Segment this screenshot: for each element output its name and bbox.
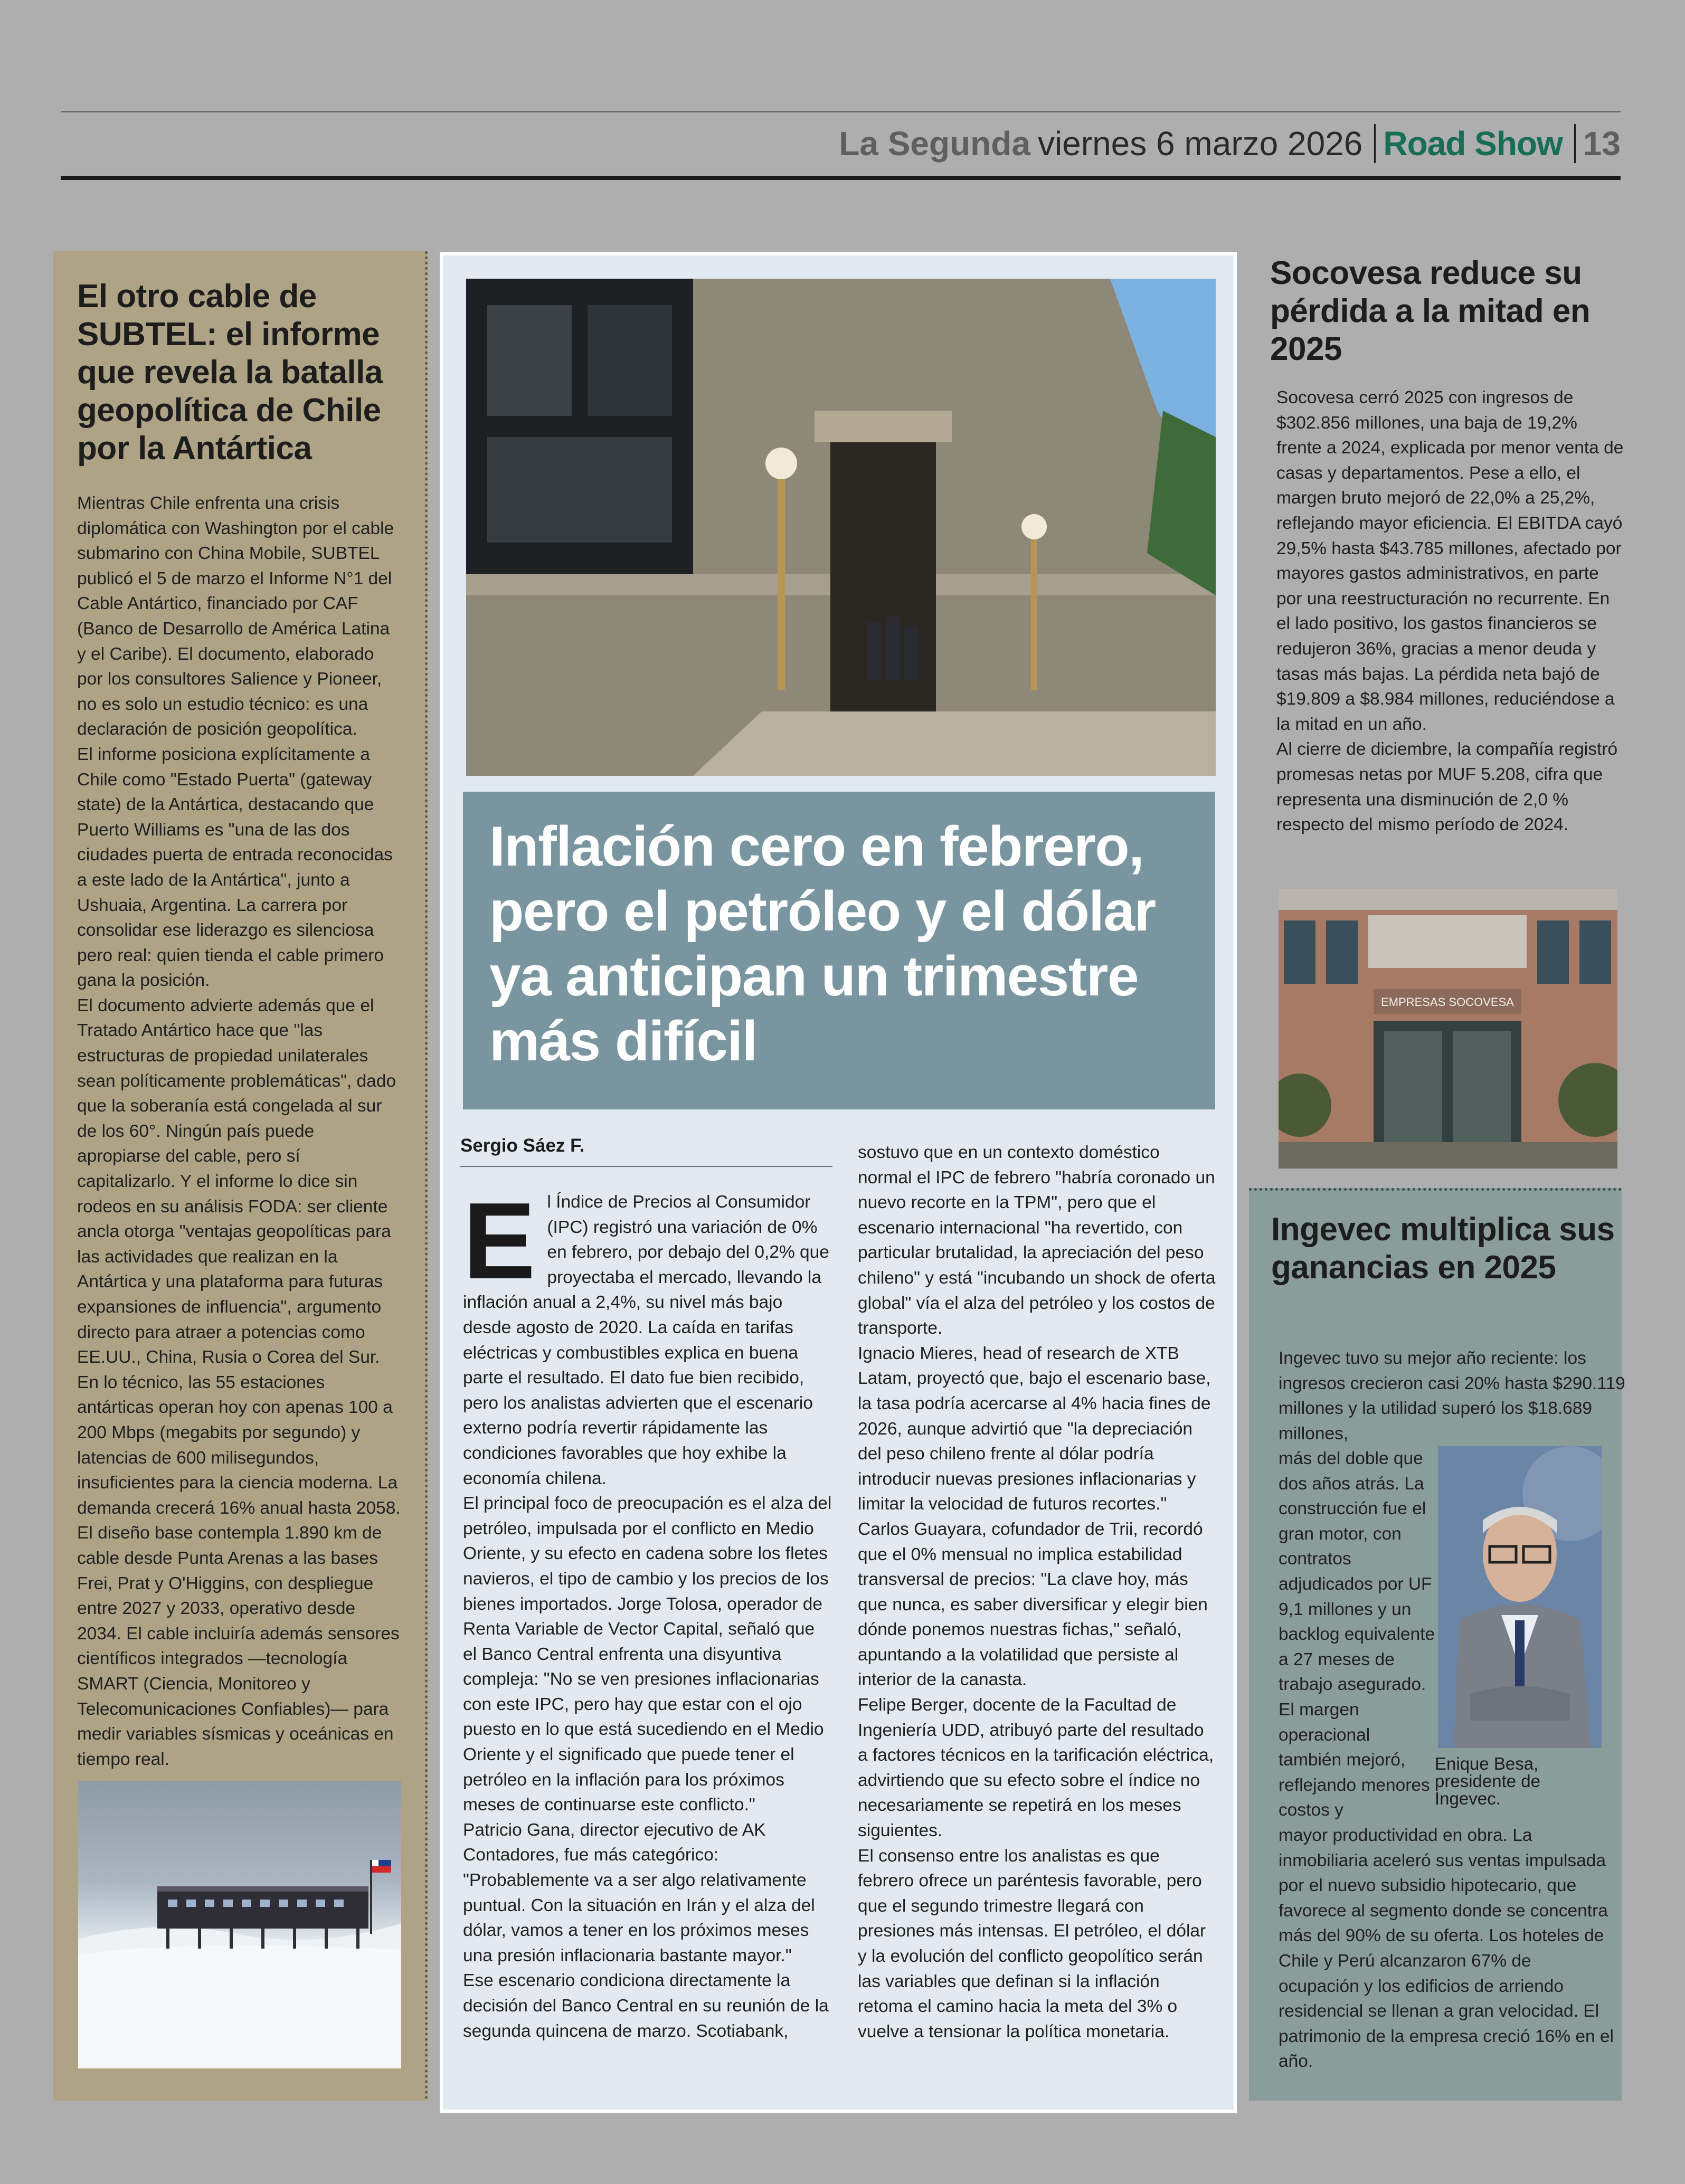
paragraph: Socovesa cerró 2025 con ingresos de $302.856 millones, una baja de 19,2% frente a 2024, explicada por menor venta de casas y departamentos. Pese a ello, el margen bruto mejoró de 22,0% a 25,2%, reflejando mayor eficiencia. El EBITDA cayó 29,5% hasta $43.785 millones, afectado por mayores gastos administrativos, en parte por una reestructuración no recurrente. En el lado positivo, los gastos financieros se redujeron 36%, gracias a menor deuda y tasas más bajas. La pérdida neta bajó de $19.809 a $8.984 millones, reduciéndose a la mitad en un año. <box>1276 388 1624 734</box>
photo-caption: Enique Besa, presidente de Ingevec. <box>1435 1754 1540 1808</box>
article-column-2 <box>858 1140 1217 2044</box>
socovesa-body <box>1276 385 1625 838</box>
main-headline: Inflación cero en febrero, pero el petróleo y el dólar ya anticipan un trimestre más difícil <box>489 814 1156 1072</box>
drop-cap: E <box>463 1180 536 1302</box>
socovesa-building-illustration <box>1279 889 1617 1169</box>
ingevec-body-wrap: más del doble que dos años atrás. La construcción fue el gran motor, con contratos adjudicados por UF 9,1 millones y un backlog equivalente a 27 meses de trabajo asegurado. El margen operacional también mejoró, reflejando menores costos y <box>1279 1449 1435 1820</box>
paragraph: Felipe Berger, docente de la Facultad de Ingeniería UDD, atribuyó parte del resultado a factores técnicos en la tarificación eléctrica, advirtiendo que su efecto sobre el índice no necesariamente se repetirá en los meses siguientes. <box>858 1695 1214 1841</box>
title-light: Socovesa reduce su pérdida <box>1270 255 1582 329</box>
antarctic-base-illustration <box>78 1781 401 2068</box>
title-bold: sus ganancias en 2025 <box>1271 1211 1615 1286</box>
building-sign-text: EMPRESAS SOCOVESA <box>1381 995 1514 1009</box>
page-header <box>61 112 1621 175</box>
paragraph: El principal foco de preocupación es el alza del petróleo, impulsada por el conflicto en Medio Oriente, y su efecto en cadena sobre los fletes navieros, el tipo de cambio y los precios de los bienes importados. Jorge Tolosa, operador de Renta Variable de Vector Capital, señaló que el Banco Central enfrenta una disyuntiva compleja: "No se ven presiones inflacionarias con este IPC, pero hay que estar con el ojo puesto en lo que está sucediendo en el Medio Oriente y el significado que puede tener el petróleo en la inflación para los próximos meses de continuarse este conflicto." <box>463 1494 832 1815</box>
paragraph: En lo técnico, las 55 estaciones antárticas operan hoy con apenas 100 a 200 Mbps (megabits por segundo) y latencias de 600 milisegundos, insuficientes para la ciencia moderna. La demanda crecerá 16% anual hasta 2058. El diseño base contempla 1.890 km de cable desde Punta Arenas a las bases Frei, Prat y O'Higgins, con despliegue entre 2027 y 2033, operativo desde 2034. El cable incluiría además sensores científicos integrados —tecnología SMART (Ciencia, Monitoreo y Telecomunicaciones Confiables)— para medir variables sísmicas y oceánicas en tiempo real. <box>77 1372 401 1769</box>
paragraph: El consenso entre los analistas es que febrero ofrece un paréntesis favorable, pero que el segundo trimestre llegará con presiones más intensas. El petróleo, el dólar y la evolución del conflicto geopolítico serán las variables que definan si la inflación retoma el camino hacia la meta del 3% o vuelve a tensionar la política monetaria. <box>858 1846 1206 2041</box>
ingevec-body-top: Ingevec tuvo su mejor año reciente: los ingresos crecieron casi 20% hasta $290.119 millones y la utilidad superó los $18.689 millones, <box>1279 1349 1625 1444</box>
paragraph: Carlos Guayara, cofundador de Trii, recordó que el 0% mensual no implica estabilidad transversal de precios: "La clave hoy, más que nunca, es saber diversificar y elegir bien dónde ponemos nuestras fichas," señaló, apuntando a la volatilidad que persiste al interior de la canasta. <box>858 1519 1208 1690</box>
paragraph: sostuvo que en un contexto doméstico normal el IPC de febrero "habría coronado un nuevo recorte en la TPM", pero que el escenario internacional "ha revertido, con particular brutalidad, la apreciación del peso chileno" y está "incubando un shock de oferta global" vía el alza del petróleo y los costos de transporte. <box>858 1143 1216 1338</box>
headline-box <box>463 792 1215 1109</box>
article-title <box>77 278 401 468</box>
article-column-1 <box>463 1180 832 2044</box>
section-name: Road Show <box>1383 125 1563 163</box>
portrait-photo <box>1438 1446 1602 1748</box>
central-bank-building-photo <box>466 279 1216 776</box>
paragraph: Al cierre de diciembre, la compañía registró promesas netas por MUF 5.208, cifra que representa una disminución de 2,0 % respecto del mismo período de 2024. <box>1276 739 1618 835</box>
paragraph: El informe posiciona explícitamente a Chile como "Estado Puerta" (gateway state) de la Antártica, destacando que Puerto Williams es "una de las dos ciudades puerta de entrada reconocidas a este lado de la Antártica", junto a Ushuaia, Argentina. La carrera por consolidar ese liderazgo es silenciosa pero real: quien tienda el cable primero gana la posición. <box>77 744 393 991</box>
socovesa-title <box>1270 254 1629 368</box>
article-body <box>77 491 401 1772</box>
paragraph: Mientras Chile enfrenta una crisis diplomática con Washington por el cable submarino con China Mobile, SUBTEL publicó el 5 de marzo el Informe N°1 del Cable Antártico, financiado por CAF (Banco de Desarrollo de América Latina y el Caribe). El documento, elaborado por los consultores Salience y Pioneer, no es solo un estudio técnico: es una declaración de posición geopolítica. <box>77 493 394 739</box>
portrait-illustration <box>1438 1446 1602 1748</box>
header-divider <box>1574 124 1576 163</box>
issue-date: viernes 6 marzo 2026 <box>1037 125 1363 163</box>
paragraph: Patricio Gana, director ejecutivo de AK Contadores, fue más categórico: "Probablemente va a ser algo relativamente puntual. Con la situación en Irán y el alza del dólar, vamos a tener en los próximos meses una presión inflacionaria bastante mayor." <box>463 1820 815 1965</box>
header-divider <box>1374 124 1376 163</box>
title-bold: a la mitad en 2025 <box>1270 293 1591 367</box>
newspaper-brand: La Segunda <box>839 125 1030 163</box>
paragraph: l Índice de Precios al Consumidor (IPC) registró una variación de 0% en febrero, por debajo del 0,2% que proyectaba el mercado, llevando la inflación anual a 2,4%, su nivel más bajo desde agosto de 2020. La caída en tarifas eléctricas y combustibles explica en buena parte el resultado. El dato fue bien recibido, pero los analistas advierten que el escenario externo podría revertir rápidamente las condiciones favorables que hoy exhibe la economía chilena. <box>463 1192 829 1488</box>
paragraph: Ignacio Mieres, head of research de XTB Latam, proyectó que, bajo el escenario base, la tasa podría acercarse al 4% hacia fines de 2026, aunque advirtió que "la depreciación del peso chileno frente al dólar podría introducir nuevas presiones inflacionarias y limitar la velocidad de futuros recortes." <box>858 1343 1211 1514</box>
page-number: 13 <box>1583 125 1621 163</box>
paragraph: Ese escenario condiciona directamente la decisión del Banco Central en su reunión de la segunda quincena de marzo. Scotiabank, <box>463 1971 829 2041</box>
paragraph: El documento advierte además que el Tratado Antártico hace que "las estructuras de propiedad unilaterales sean políticamente problemáticas", dado que la soberanía está congelada al sur de los 60°. Ningún país puede apropiarse del cable, pero sí capitalizarlo. Y el informe lo dice sin rodeos en su análisis FODA: ser cliente ancla otorga "ventajas geopolíticas para las actividades que realizan en la Antártica y una plataforma para futuras expansiones de influencia", argumento directo para atraer a potencias como EE.UU., China, Rusia o Corea del Sur. <box>77 995 396 1368</box>
socovesa-building-photo <box>1279 889 1617 1169</box>
byline: Sergio Sáez F. <box>460 1133 832 1167</box>
ingevec-body-bottom: mayor productividad en obra. La inmobiliaria aceleró sus ventas impulsada por el nuevo subsidio hipotecario, que favorece al segmento donde se concentra más del 90% de su oferta. Los hoteles de Chile y Perú alcanzaron 67% de ocupación y los edificios de arriendo residencial se llenan a gran velocidad. El patrimonio de la empresa creció 16% en el año. <box>1279 1826 1614 2072</box>
header-bottom-rule <box>61 176 1621 180</box>
title-light: Ingevec multiplica <box>1271 1211 1559 1248</box>
title-light: El otro cable de SUBTEL: <box>77 278 317 353</box>
title-bold: el informe que revela la batalla geopolítica de Chile por la Antártica <box>77 316 383 467</box>
building-facade-illustration <box>466 279 1216 776</box>
ingevec-title <box>1271 1211 1620 1287</box>
antarctic-base-photo <box>78 1781 401 2068</box>
